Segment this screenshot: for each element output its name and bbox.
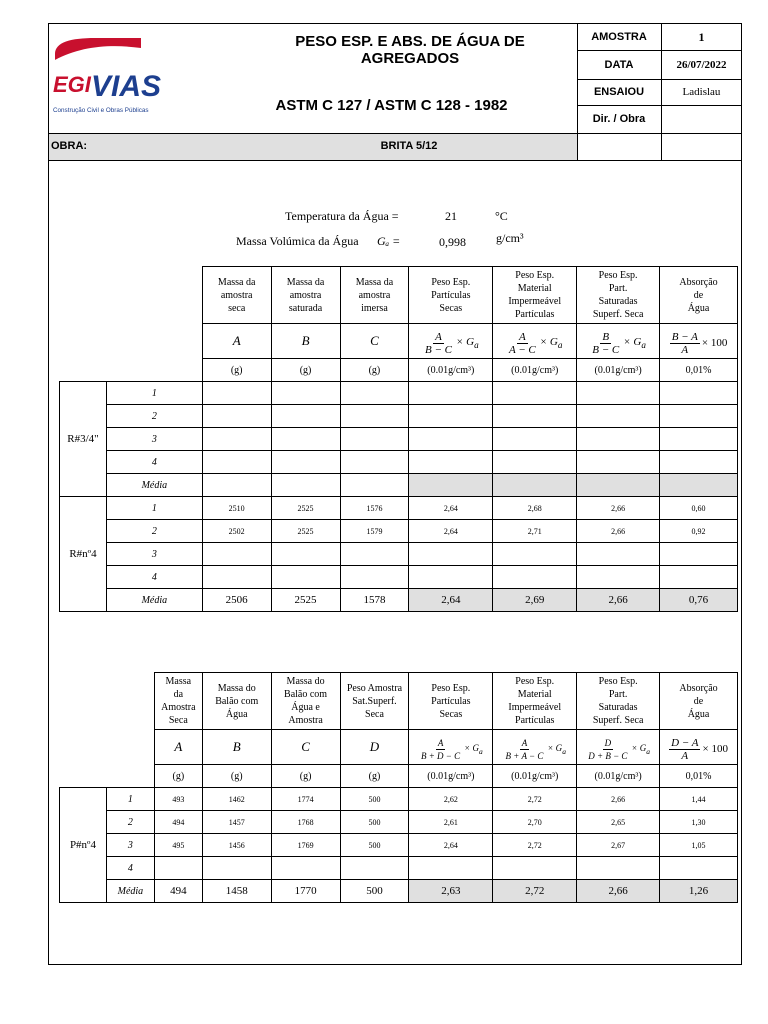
value-cell: [493, 451, 577, 474]
value-cell: 2,64: [409, 520, 493, 543]
column-header: [154, 673, 202, 730]
value-cell: [340, 382, 409, 405]
header-line: da: [173, 689, 184, 700]
header-line: Sat.Superf.: [352, 695, 397, 707]
table-row: [60, 788, 738, 811]
unit-cell: (g): [340, 359, 409, 382]
symbol-cell: A: [202, 324, 271, 359]
value-cell: [660, 382, 738, 405]
header-line: Impermeável: [508, 296, 562, 307]
value-cell: 1,05: [660, 834, 738, 857]
header-line: Peso Esp.: [431, 682, 471, 694]
media-value: 1770: [271, 880, 340, 903]
header-line: Partículas: [515, 715, 555, 726]
formula-cell: $\frac{A}{B + A - C}$ × $G_a$: [493, 730, 577, 765]
value-cell: [577, 857, 660, 880]
header-line: seca: [228, 302, 246, 314]
value-cell: 2,66: [577, 497, 660, 520]
value-cell: 2,64: [409, 497, 493, 520]
value-cell: [409, 405, 493, 428]
unit-cell: (g): [271, 359, 340, 382]
header-line: Secas: [439, 708, 463, 720]
media-row: [60, 589, 738, 612]
header-line: Peso Amostra: [346, 682, 403, 694]
unit-cell: (g): [202, 359, 271, 382]
value-cell: 2,66: [577, 788, 660, 811]
media-value: [493, 474, 577, 497]
value-cell: 2,72: [493, 788, 577, 811]
formula-cell: $\frac{A}{A - C}$ × $G_a$: [493, 324, 577, 359]
obra-label: OBRA:: [51, 140, 88, 152]
header-line: Peso Esp.: [515, 676, 555, 687]
value-cell: [660, 543, 738, 566]
temperature-label: Temperatura da Água =: [285, 209, 399, 223]
table-row: [60, 451, 738, 474]
unit-cell: (g): [154, 765, 202, 788]
value-cell: [577, 428, 660, 451]
media-value: 1578: [340, 589, 409, 612]
value-cell: [271, 451, 340, 474]
unit-cell: (g): [271, 765, 340, 788]
unit-cell: (0.01g/cm³): [409, 359, 493, 382]
symbol-cell: C: [271, 730, 340, 765]
value-cell: 1,30: [660, 811, 738, 834]
media-value: [660, 474, 738, 497]
header-line: Água e: [291, 702, 320, 713]
media-value: [577, 474, 660, 497]
value-cell: 2,72: [493, 834, 577, 857]
value-cell: [202, 543, 271, 566]
table-row: [60, 834, 738, 857]
header-line: Massa da: [355, 276, 394, 288]
column-header: [577, 673, 660, 730]
row-number: 3: [106, 543, 202, 566]
temperature-unit: °C: [495, 209, 508, 223]
media-value: 2506: [202, 589, 271, 612]
value-cell: 493: [154, 788, 202, 811]
value-cell: [660, 451, 738, 474]
media-value: 2,66: [577, 880, 660, 903]
table-row: [60, 566, 738, 589]
value-cell: [340, 566, 409, 589]
value-cell: [202, 405, 271, 428]
value-cell: 2,70: [493, 811, 577, 834]
value-cell: 494: [154, 811, 202, 834]
value-cell: [409, 543, 493, 566]
column-header: [202, 673, 271, 730]
row-number: 1: [106, 382, 202, 405]
value-cell: [202, 566, 271, 589]
value-cell: [409, 382, 493, 405]
unit-cell: (0.01g/cm³): [493, 359, 577, 382]
media-value: 2,72: [493, 880, 577, 903]
row-number: 2: [106, 811, 154, 834]
formula-cell: $\frac{D}{D + B - C}$ × $G_a$: [577, 730, 660, 765]
form-sheet: [48, 23, 742, 965]
dir-obra-value: [661, 105, 742, 133]
value-cell: [493, 566, 577, 589]
column-header: [340, 673, 409, 730]
value-cell: [154, 857, 202, 880]
media-row: [60, 880, 738, 903]
symbol-cell: D: [340, 730, 409, 765]
unit-cell: (0.01g/cm³): [493, 765, 577, 788]
dir-obra-label: Dir. / Obra: [592, 113, 646, 125]
value-cell: 500: [340, 811, 409, 834]
svg-text:EGI: EGI: [53, 72, 91, 97]
svg-text:Construção Civil e Obras Públi: Construção Civil e Obras Públicas: [53, 107, 149, 114]
value-cell: 1579: [340, 520, 409, 543]
table-row: [60, 405, 738, 428]
title-line-1: PESO ESP. E ABS. DE ÁGUA DE: [295, 33, 525, 50]
value-cell: 2,64: [409, 834, 493, 857]
value-cell: 2,61: [409, 811, 493, 834]
column-header: [409, 673, 493, 730]
value-cell: [340, 543, 409, 566]
obra-value: BRITA 5/12: [380, 140, 438, 152]
water-density-value: 0,998: [439, 235, 466, 249]
value-cell: 2525: [271, 520, 340, 543]
media-value: 1458: [202, 880, 271, 903]
ensaiou-label: ENSAIOU: [593, 86, 645, 98]
header-line: de: [693, 695, 704, 707]
value-cell: [409, 566, 493, 589]
row-number: 2: [106, 405, 202, 428]
value-cell: 1456: [202, 834, 271, 857]
header-line: Água: [687, 302, 710, 314]
value-cell: [202, 857, 271, 880]
header-line: Absorção: [679, 682, 718, 694]
unit-cell: (g): [202, 765, 271, 788]
table-row: [60, 543, 738, 566]
header-line: Partículas: [431, 289, 471, 301]
header-line: amostra: [220, 289, 253, 301]
unit-cell: 0,01%: [660, 359, 738, 382]
header-line: Superf. Seca: [592, 309, 644, 320]
media-value: 2,63: [409, 880, 493, 903]
value-cell: [493, 857, 577, 880]
column-header: [271, 673, 340, 730]
header-line: Material: [517, 689, 552, 700]
media-value: [409, 474, 493, 497]
standard-reference: ASTM C 127 / ASTM C 128 - 1982: [275, 97, 508, 114]
value-cell: [493, 405, 577, 428]
formula-cell: $\frac{A}{B + D - C}$ × $G_a$: [409, 730, 493, 765]
media-value: 494: [154, 880, 202, 903]
table-row: [60, 811, 738, 834]
formula-cell: $\frac{A}{B - C}$ × $G_a$: [409, 324, 493, 359]
table-row: [60, 428, 738, 451]
symbol-cell: A: [154, 730, 202, 765]
header-line: Peso Esp.: [598, 270, 638, 281]
unit-cell: (0.01g/cm³): [577, 765, 660, 788]
header-line: Massa do: [286, 676, 325, 687]
value-cell: 2510: [202, 497, 271, 520]
media-label: Média: [106, 474, 202, 497]
value-cell: 1576: [340, 497, 409, 520]
value-cell: [577, 451, 660, 474]
unit-cell: (g): [340, 765, 409, 788]
value-cell: [271, 566, 340, 589]
header-line: Partículas: [515, 309, 555, 320]
value-cell: 1457: [202, 811, 271, 834]
amostra-value: 1: [698, 29, 705, 44]
amostra-label: AMOSTRA: [591, 31, 647, 43]
temperature-value: 21: [445, 209, 457, 223]
media-value: 0,76: [660, 589, 738, 612]
value-cell: [340, 428, 409, 451]
column-header: [660, 267, 738, 324]
media-value: 2,64: [409, 589, 493, 612]
header-line: Seca: [168, 715, 188, 726]
row-number: 3: [106, 428, 202, 451]
column-header: [271, 267, 340, 324]
value-cell: 2,65: [577, 811, 660, 834]
value-cell: [577, 566, 660, 589]
header-line: amostra: [358, 289, 391, 301]
value-cell: [271, 543, 340, 566]
header-line: Secas: [439, 302, 463, 314]
header-line: Massa da: [286, 276, 325, 288]
value-cell: 0,92: [660, 520, 738, 543]
header-line: Balão com: [284, 689, 328, 700]
value-cell: 2,66: [577, 520, 660, 543]
formula-cell: $\frac{B}{B - C}$ × $G_a$: [577, 324, 660, 359]
value-cell: [493, 382, 577, 405]
header-line: Peso Esp.: [598, 676, 638, 687]
media-label: Média: [106, 880, 154, 903]
formula-cell: $\frac{B - A}{A}$ × 100: [660, 324, 738, 359]
header-line: Massa da: [217, 276, 256, 288]
row-number: 2: [106, 520, 202, 543]
value-cell: [493, 543, 577, 566]
unit-cell: (0.01g/cm³): [409, 765, 493, 788]
group-label: R#nº4: [60, 497, 107, 612]
table-passing: [59, 672, 738, 903]
header-line: amostra: [289, 289, 322, 301]
value-cell: [340, 857, 409, 880]
value-cell: [660, 566, 738, 589]
header-line: Balão com: [215, 695, 259, 707]
media-value: 1,26: [660, 880, 738, 903]
company-logo: [51, 30, 162, 116]
value-cell: [271, 382, 340, 405]
header-line: Água: [687, 708, 710, 720]
table-retained: [59, 266, 738, 612]
media-value: [271, 474, 340, 497]
value-cell: [271, 857, 340, 880]
header-line: Saturadas: [598, 296, 638, 307]
value-cell: [202, 451, 271, 474]
media-value: 2525: [271, 589, 340, 612]
row-number: 4: [106, 857, 154, 880]
media-value: [340, 474, 409, 497]
title-line-2: AGREGADOS: [360, 50, 460, 67]
header-line: Amostra: [288, 715, 323, 726]
symbol-cell: B: [202, 730, 271, 765]
value-cell: [202, 382, 271, 405]
value-cell: 2,71: [493, 520, 577, 543]
row-number: 4: [106, 451, 202, 474]
value-cell: [660, 857, 738, 880]
value-cell: 1462: [202, 788, 271, 811]
svg-text:VIAS: VIAS: [91, 70, 162, 103]
value-cell: [271, 405, 340, 428]
header-line: Massa do: [217, 682, 256, 694]
column-header: [493, 673, 577, 730]
value-cell: [340, 451, 409, 474]
row-number: 3: [106, 834, 154, 857]
media-value: 2,69: [493, 589, 577, 612]
column-header: [493, 267, 577, 324]
header-line: de: [693, 289, 704, 301]
value-cell: [409, 857, 493, 880]
data-label: DATA: [604, 58, 634, 71]
ensaiou-value: Ladislau: [682, 86, 721, 98]
value-cell: [577, 382, 660, 405]
table-row: [60, 520, 738, 543]
value-cell: [493, 428, 577, 451]
header-line: Peso Esp.: [515, 270, 555, 281]
value-cell: 2,68: [493, 497, 577, 520]
header-line: Saturadas: [598, 702, 638, 713]
column-header: [660, 673, 738, 730]
row-number: 1: [106, 788, 154, 811]
column-header: [577, 267, 660, 324]
water-density-symbol: Gₐ =: [377, 234, 401, 248]
value-cell: [340, 405, 409, 428]
value-cell: [202, 428, 271, 451]
media-row: [60, 474, 738, 497]
value-cell: [409, 451, 493, 474]
value-cell: 2525: [271, 497, 340, 520]
value-cell: 2,67: [577, 834, 660, 857]
value-cell: 500: [340, 834, 409, 857]
header-line: Part.: [608, 283, 628, 294]
symbol-cell: C: [340, 324, 409, 359]
value-cell: 2502: [202, 520, 271, 543]
table-row: [60, 382, 738, 405]
header-line: Superf. Seca: [592, 715, 644, 726]
media-label: Média: [106, 589, 202, 612]
column-header: [340, 267, 409, 324]
row-number: 4: [106, 566, 202, 589]
value-cell: [409, 428, 493, 451]
value-cell: 495: [154, 834, 202, 857]
group-label: P#nº4: [60, 788, 107, 903]
header-line: imersa: [361, 302, 388, 314]
symbol-cell: B: [271, 324, 340, 359]
header-line: Amostra: [161, 702, 196, 713]
table-row: [60, 497, 738, 520]
unit-cell: 0,01%: [660, 765, 738, 788]
value-cell: 2,62: [409, 788, 493, 811]
media-value: 500: [340, 880, 409, 903]
row-number: 1: [106, 497, 202, 520]
header-line: Absorção: [679, 276, 718, 288]
form-title: [285, 33, 535, 67]
value-cell: 1769: [271, 834, 340, 857]
value-cell: 1,44: [660, 788, 738, 811]
table-row: [60, 857, 738, 880]
value-cell: [660, 405, 738, 428]
value-cell: 1774: [271, 788, 340, 811]
water-density-label: Massa Volúmica da Água: [236, 234, 359, 248]
unit-cell: (0.01g/cm³): [577, 359, 660, 382]
media-value: 2,66: [577, 589, 660, 612]
header-line: Impermeável: [508, 702, 562, 713]
header-line: Part.: [608, 689, 628, 700]
value-cell: 500: [340, 788, 409, 811]
header-line: Seca: [365, 708, 384, 720]
header-line: saturada: [288, 302, 323, 314]
header-line: Água: [225, 708, 248, 720]
data-value: 26/07/2022: [676, 58, 727, 71]
value-cell: [577, 405, 660, 428]
header-line: Peso Esp.: [431, 276, 471, 288]
value-cell: 0,60: [660, 497, 738, 520]
water-density-unit: g/cm³: [496, 231, 524, 245]
header-line: Massa: [165, 676, 192, 687]
formula-cell: $\frac{D - A}{A}$ × 100: [660, 730, 738, 765]
column-header: [202, 267, 271, 324]
header-line: Partículas: [431, 695, 471, 707]
value-cell: [660, 428, 738, 451]
group-label: R#3/4": [60, 382, 107, 497]
header-line: Material: [517, 283, 552, 294]
value-cell: 1768: [271, 811, 340, 834]
media-value: [202, 474, 271, 497]
value-cell: [577, 543, 660, 566]
column-header: [409, 267, 493, 324]
value-cell: [271, 428, 340, 451]
